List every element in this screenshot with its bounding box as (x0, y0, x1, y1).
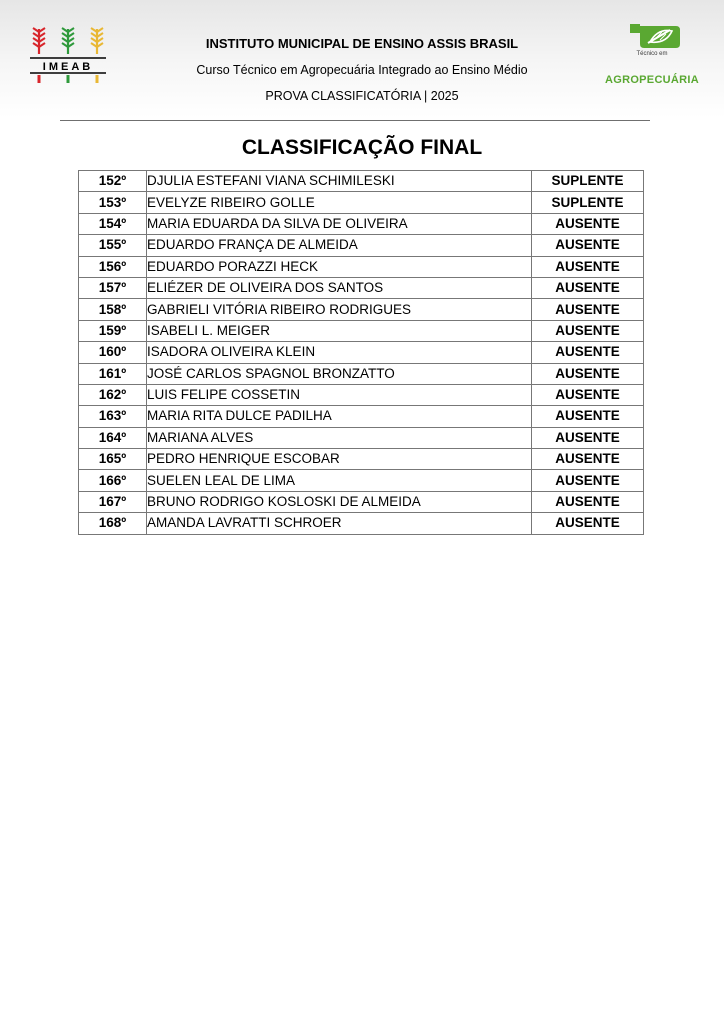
rank-cell: 159º (79, 320, 147, 341)
status-cell: AUSENTE (532, 449, 644, 470)
name-cell: EDUARDO FRANÇA DE ALMEIDA (147, 235, 532, 256)
table-row (79, 342, 644, 363)
name-cell: EDUARDO PORAZZI HECK (147, 256, 532, 277)
rank-cell: 162º (79, 384, 147, 405)
status-cell: AUSENTE (532, 384, 644, 405)
page-title: CLASSIFICAÇÃO FINAL (241, 136, 483, 159)
table-row (79, 299, 644, 320)
status-cell: AUSENTE (532, 491, 644, 512)
rank-cell: 155º (79, 235, 147, 256)
table-row (79, 320, 644, 341)
rank-cell: 154º (79, 213, 147, 234)
table-row (79, 363, 644, 384)
name-cell: MARIANA ALVES (147, 427, 532, 448)
table-row (79, 384, 644, 405)
agropecuaria-logo (604, 22, 700, 88)
status-cell: AUSENTE (532, 277, 644, 298)
wheat-green-icon (62, 28, 74, 83)
name-cell: SUELEN LEAL DE LIMA (147, 470, 532, 491)
status-cell: AUSENTE (532, 299, 644, 320)
status-cell: AUSENTE (532, 470, 644, 491)
institution-name: INSTITUTO MUNICIPAL DE ENSINO ASSIS BRASIL (205, 36, 519, 51)
table-row (79, 427, 644, 448)
course-name: Curso Técnico em Agropecuária Integrado ao Ensino Médio (196, 63, 528, 77)
rank-cell: 161º (79, 363, 147, 384)
table-row (79, 171, 644, 192)
status-cell: AUSENTE (532, 342, 644, 363)
table-row (79, 235, 644, 256)
status-cell: SUPLENTE (532, 171, 644, 192)
rank-cell: 166º (79, 470, 147, 491)
agro-logo-small-text: Técnico em (636, 51, 668, 57)
status-cell: SUPLENTE (532, 192, 644, 213)
rank-cell: 165º (79, 449, 147, 470)
header-divider (60, 120, 650, 121)
header-text (150, 34, 574, 105)
status-cell: AUSENTE (532, 427, 644, 448)
rank-cell: 163º (79, 406, 147, 427)
name-cell: MARIA EDUARDA DA SILVA DE OLIVEIRA (147, 213, 532, 234)
status-cell: AUSENTE (532, 406, 644, 427)
status-cell: AUSENTE (532, 320, 644, 341)
name-cell: DJULIA ESTEFANI VIANA SCHIMILESKI (147, 171, 532, 192)
classification-table (78, 170, 644, 535)
exam-name: PROVA CLASSIFICATÓRIA | 2025 (265, 89, 459, 103)
rank-cell: 160º (79, 342, 147, 363)
agro-logo-big-text: AGROPECUÁRIA (604, 74, 700, 86)
name-cell: ISABELI L. MEIGER (147, 320, 532, 341)
rank-cell: 153º (79, 192, 147, 213)
status-cell: AUSENTE (532, 235, 644, 256)
table-row (79, 470, 644, 491)
table-row (79, 513, 644, 534)
name-cell: LUIS FELIPE COSSETIN (147, 384, 532, 405)
name-cell: GABRIELI VITÓRIA RIBEIRO RODRIGUES (147, 299, 532, 320)
rank-cell: 158º (79, 299, 147, 320)
status-cell: AUSENTE (532, 363, 644, 384)
rank-cell: 156º (79, 256, 147, 277)
rank-cell: 168º (79, 513, 147, 534)
table-row (79, 277, 644, 298)
name-cell: PEDRO HENRIQUE ESCOBAR (147, 449, 532, 470)
status-cell: AUSENTE (532, 256, 644, 277)
imeab-logo (28, 26, 108, 84)
name-cell: AMANDA LAVRATTI SCHROER (147, 513, 532, 534)
table-row (79, 491, 644, 512)
status-cell: AUSENTE (532, 513, 644, 534)
rank-cell: 164º (79, 427, 147, 448)
name-cell: BRUNO RODRIGO KOSLOSKI DE ALMEIDA (147, 491, 532, 512)
table-row (79, 192, 644, 213)
name-cell: ISADORA OLIVEIRA KLEIN (147, 342, 532, 363)
rank-cell: 152º (79, 171, 147, 192)
table-row (79, 406, 644, 427)
classification-table-body (79, 171, 644, 535)
rank-cell: 167º (79, 491, 147, 512)
rank-cell: 157º (79, 277, 147, 298)
name-cell: MARIA RITA DULCE PADILHA (147, 406, 532, 427)
table-row (79, 256, 644, 277)
imeab-logo-text: IMEAB (42, 61, 94, 73)
wheat-yellow-icon (91, 28, 103, 83)
name-cell: EVELYZE RIBEIRO GOLLE (147, 192, 532, 213)
name-cell: ELIÉZER DE OLIVEIRA DOS SANTOS (147, 277, 532, 298)
table-row (79, 449, 644, 470)
wheat-red-icon (33, 28, 45, 83)
name-cell: JOSÉ CARLOS SPAGNOL BRONZATTO (147, 363, 532, 384)
table-row (79, 213, 644, 234)
leaf-monitor-icon (604, 22, 700, 52)
status-cell: AUSENTE (532, 213, 644, 234)
